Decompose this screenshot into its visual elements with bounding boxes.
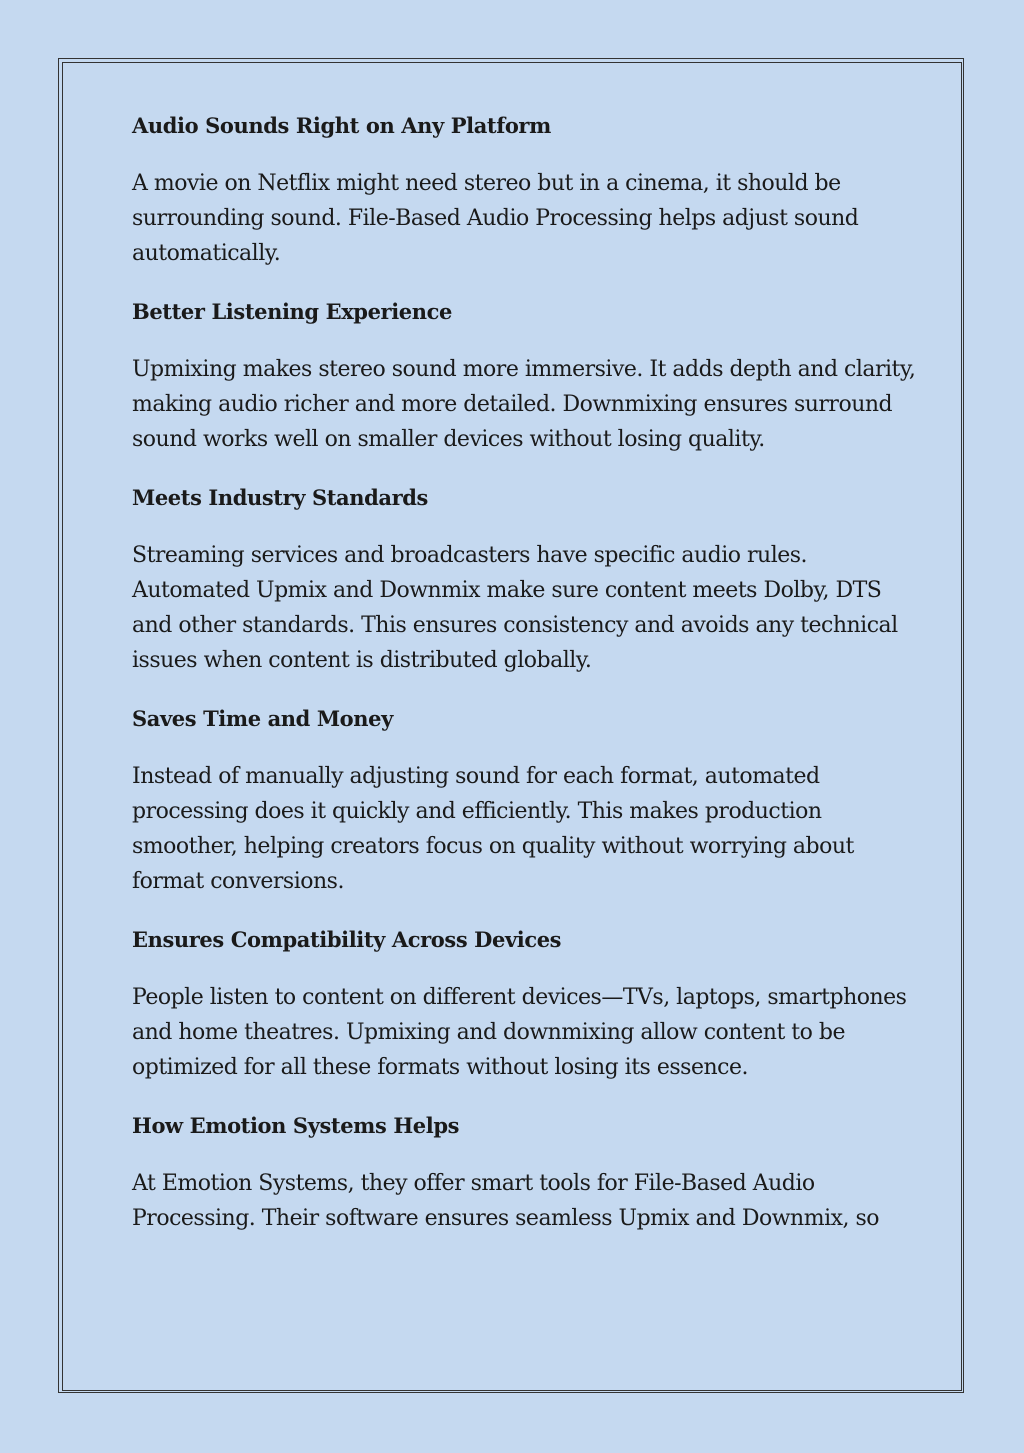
section-heading-saves-time: Saves Time and Money [132,706,393,731]
section-heading-better-listening: Better Listening Experience [132,299,452,324]
section-paragraph-emotion-systems: At Emotion Systems, they offer smart tools for File-Based Audio Processing. Their software ensures seamless Upmix and Downmix, so [132,1171,880,1231]
section-paragraph-audio-sounds-right: A movie on Netflix might need stereo but in a cinema, it should be surrounding sound. File-Based Audio Processing helps adjust sound automatically. [132,171,859,266]
section-paragraph-saves-time: Instead of manually adjusting sound for each format, automated processing does it quickly and efficiently. This makes production smoother, helping creators focus on quality without worrying about format conversions. [132,764,854,894]
section-heading-audio-sounds-right: Audio Sounds Right on Any Platform [132,113,551,138]
document-body [132,108,922,1259]
section-paragraph-better-listening: Upmixing makes stereo sound more immersive. It adds depth and clarity, making audio richer and more detailed. Downmixing ensures surround sound works well on smaller devices without losing quality. [132,357,916,452]
section-heading-emotion-systems: How Emotion Systems Helps [132,1113,460,1138]
section-paragraph-compatibility: People listen to content on different devices—TVs, laptops, smartphones and home theatres. Upmixing and downmixing allow content to be optimized for all these formats without losing its essence. [132,985,907,1080]
section-paragraph-industry-standards: Streaming services and broadcasters have specific audio rules. Automated Upmix and Downmix make sure content meets Dolby, DTS and other standards. This ensures consistency and avoids any technical issues when content is distributed globally. [132,543,898,673]
section-heading-industry-standards: Meets Industry Standards [132,485,428,510]
section-heading-compatibility: Ensures Compatibility Across Devices [132,927,562,952]
